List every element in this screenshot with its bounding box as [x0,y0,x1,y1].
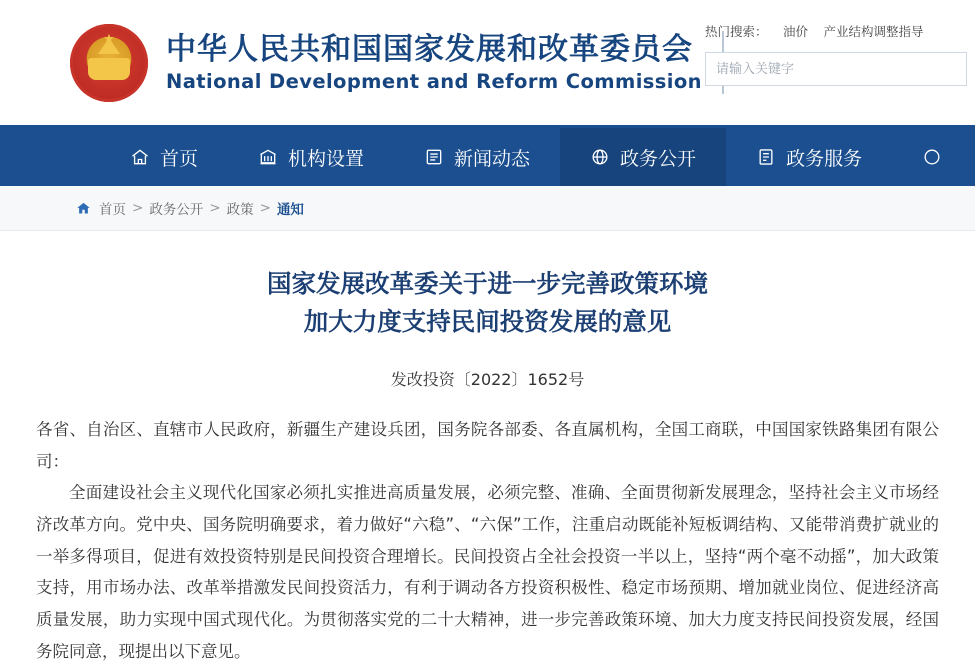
nav-item-government-service[interactable] [726,128,892,186]
page-title-line-2: 加大力度支持民间投资发展的意见 [303,306,672,336]
globe-icon [590,147,610,167]
service-icon [756,147,776,167]
hot-search-link-2[interactable]: 产业结构调整指导 [823,25,924,39]
main-nav [0,128,975,186]
nav-label-organization: 机构设置 [288,147,365,170]
breadcrumb-current: 通知 [276,202,304,218]
news-icon [424,147,444,167]
search-area [705,22,975,86]
hot-search-label: 热门搜索： [705,25,768,39]
document-number: 发改投资〔2022〕1652号 [390,369,585,389]
search-input[interactable] [706,54,966,84]
national-emblem-icon [70,24,148,102]
nav-label-government-affairs: 政务公开 [620,147,697,170]
search-box[interactable] [705,52,967,86]
breadcrumb-item-2[interactable]: 政策 [226,202,254,218]
breadcrumb [0,186,975,231]
page-title [138,265,838,341]
home-icon [76,201,91,216]
breadcrumb-item-1[interactable]: 政务公开 [149,202,204,218]
document-body [36,414,939,667]
nav-item-news[interactable] [394,128,560,186]
circle-icon [922,147,942,167]
nav-item-government-affairs[interactable] [560,128,726,186]
breadcrumb-separator-1: > [209,200,221,216]
nav-item-organization[interactable] [228,128,394,186]
document-paragraph-0: 各省、自治区、直辖市人民政府，新疆生产建设兵团，国务院各部委、各直属机构，全国工商联，中国国家铁路集团有限公司： [36,419,939,471]
hot-search-link-1[interactable]: 油价 [783,25,809,39]
article [0,231,975,667]
site-title-block [166,31,724,94]
nav-label-news: 新闻动态 [454,147,531,170]
nav-label-home: 首页 [160,147,199,170]
nav-item-home[interactable] [100,128,228,186]
nav-label-government-service: 政务服务 [786,147,863,170]
site-header [0,0,975,128]
emblem-star-icon: ★ [103,30,115,46]
site-title-en: National Development and Reform Commission [166,69,702,93]
bank-icon [258,147,278,167]
nav-item-overflow[interactable] [892,128,972,186]
breadcrumb-separator-2: > [259,200,271,216]
hot-search-row [705,22,975,40]
site-logo-block[interactable] [0,24,724,102]
page-title-line-1: 国家发展改革委关于进一步完善政策环境 [267,269,708,298]
breadcrumb-item-0[interactable]: 首页 [99,202,126,218]
site-title-cn: 中华人民共和国国家发展和改革委员会 [166,32,693,68]
document-paragraph-1: 全面建设社会主义现代化国家必须扎实推进高质量发展，必须完整、准确、全面贯彻新发展理念，坚持社会主义市场经济改革方向。党中央、国务院明确要求，着力做好“六稳”、“六保”工作，注重启动既能补短板调结构、又能带消费扩就业的一举多得项目，促进有效投资特别是民间投资合理增长。民间投资占全社会投资一半以上，坚持“两个毫不动摇”，加大政策支持，用市场办法、改革举措激发民间投资活力，有利于调动各方投资积极性、稳定市场预期、增加就业岗位、促进经济高质量发展，助力实现中国式现代化。为贯彻落实党的二十大精神，进一步完善政策环境、加大力度支持民间投资发展，经国务院同意，现提出以下意见。 [36,483,939,661]
breadcrumb-separator-0: > [132,200,144,216]
home-icon [130,147,150,167]
